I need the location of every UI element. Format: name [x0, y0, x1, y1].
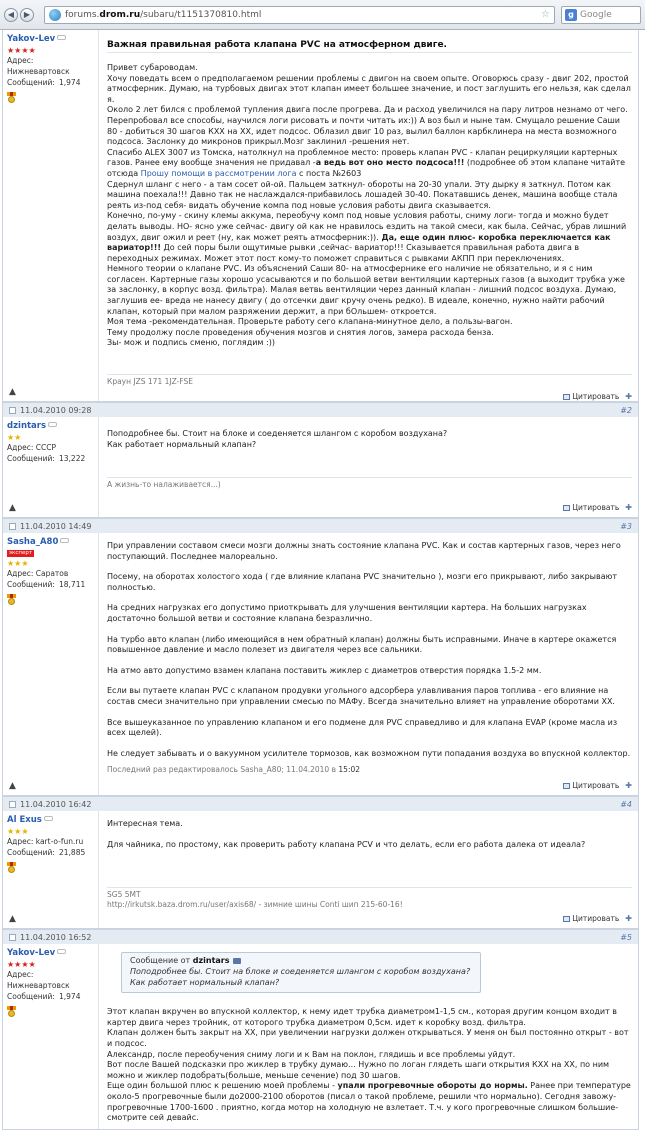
google-icon: g: [565, 9, 577, 21]
post-content: [99, 811, 638, 928]
user-info: [3, 417, 99, 517]
address-bar[interactable]: [44, 6, 555, 24]
medal-icon: [7, 1006, 16, 1017]
username-link[interactable]: dzintars: [7, 421, 94, 431]
rank-stars: ★★★★: [7, 960, 36, 969]
post-title: Важная правильная работа клапана PVC на атмосферном двиге.: [107, 40, 632, 53]
user-info: [3, 944, 99, 1129]
post-number-link[interactable]: #4: [620, 799, 632, 809]
user-address: Адрес: kart-o-fun.ru: [7, 837, 84, 846]
star-icon[interactable]: ☆: [541, 9, 550, 20]
quote-icon: [563, 916, 570, 922]
forward-icon[interactable]: ▶: [20, 8, 34, 22]
post-header: [3, 518, 638, 533]
post-content: [99, 533, 638, 795]
post-number-link[interactable]: #3: [620, 521, 632, 531]
quote-icon: [563, 505, 570, 511]
report-icon[interactable]: ▲: [9, 387, 16, 397]
rank-stars: ★★★: [7, 559, 29, 568]
user-info: [3, 811, 99, 928]
multiquote-icon[interactable]: ✚: [625, 503, 632, 512]
url-domain: drom.ru: [99, 9, 141, 20]
quote-button[interactable]: Цитировать: [563, 392, 619, 401]
user-messages: Сообщений: 13,222: [7, 454, 86, 463]
signature: А жизнь-то налаживается...): [107, 477, 632, 490]
user-messages: Сообщений: 21,885: [7, 848, 86, 857]
signature: Краун JZS 171 1JZ-FSE: [107, 374, 632, 387]
user-messages: Сообщений: 1,974: [7, 992, 81, 1001]
post-message: Этот клапан вкручен во впускной коллектор, к нему идет трубка диаметром1-1,5 см., которая другим концом входит в картер двига через тройник, от которого трубка диаметром 0,5см. идет к коробку возд. фильтра. Клапан должен быть закрыт на ХХ, при увеличении нагрузки должен открываться. У меня он был постоянно открыт - вот и подсос. Александр, после переобучения сниму логи и к Вам на поклон, глядишь и все проблемы уйдут. Вот после Вашей подсказки про жиклер в трубку думаю... Нужно по логан глядеть шаги открытия КХХ на ХХ, по ним можно и жиклер подобрать(больше, меньше сечение) под 30 шагов. Еще один большой плюс к решению моей проблемы - упали прогревочные обороты до нормы. Ранее при температуре около-5 прогревочные были до2000-2100 оборотов (писал о такой проблеме, решили что нормально). Сегодня завожу- прогревочные 1700-1600 . приятно, когда мотор на холодную не взлетает. Т.ч. у кого прогревочные слишком большие- смотрите сей девайс.: [107, 1007, 631, 1123]
globe-icon: [49, 9, 61, 21]
quote-button[interactable]: Цитировать: [563, 503, 619, 512]
signature-line-1: SG5 5MT: [107, 890, 141, 899]
report-icon[interactable]: ▲: [9, 914, 16, 924]
medal-icon: [7, 92, 16, 103]
post-message: Интересная тема. Для чайника, по простому, как проверить работу клапана PCV и что делать, если его работа далека от идеала?: [107, 819, 586, 849]
user-address: Адрес: Саратов: [7, 569, 69, 578]
user-address: Адрес: Нижневартовск: [7, 970, 70, 990]
username-link[interactable]: Yakov-Lev: [7, 948, 94, 958]
post-checkbox[interactable]: [9, 801, 16, 808]
quote-header: Сообщение от dzintars: [130, 956, 474, 965]
post-actions: [563, 390, 632, 403]
post-checkbox[interactable]: [9, 934, 16, 941]
thread: [0, 30, 645, 1130]
search-placeholder: Google: [580, 9, 612, 20]
post-content: [99, 944, 638, 1129]
back-icon[interactable]: ◀: [4, 8, 18, 22]
expert-badge: эксперт: [9, 550, 33, 556]
multiquote-icon[interactable]: ✚: [625, 392, 632, 401]
thread-link[interactable]: Прошу помощи в рассмотрении лога: [140, 168, 297, 178]
post-actions: [563, 912, 632, 925]
post-message: Привет субароводам. Хочу поведать всем о предполагаемом решении проблемы с двигон на своем опыте. Оговорюсь сразу - двиг 202, простой атмосферник. Думаю, на турбовых двигах этот клапан имеет большее значение, и пост заглушить его нельзя, как сделал я. Около 2 лет бился с проблемой тупления двига после прогрева. Да и расход увеличился на пару литров незнамо от чего. Перепробовал все способы, научился логи рисовать и почти читать их:)) А воз был и ныне там. Смущало решение Саши 80 - добиться 30 шагов КХХ на ХХ, идет подсос. Облазил двиг 10 раз, вылил баллон карбклинера на места возможного подсоса. Заслонку до микронов прикрыл.Мозг заклинил -решения нет. Спасибо ALEX 3007 из Томска, натолкнул на проблемное место: проверь клапан PVC - клапан рециркуляции картерных газов. Ранее ему вообще значения не придавал -а ведь вот оно место подсоса!!! (подробнее об этом клапане читайте отсюда Прошу помощи в рассмотрении лога с поста №2603 Сдернул шланг с него - а там сосет ой-ой. Пальцем заткнул- обороты на 20-30 упали. Эту дырку я заткнул. Потом как машина поехала!!! Давно так не наслаждался-прибавилось лошадей 30-40. Покатавшись денек, машина вообще стала реять из-под себя- видать обучение компа под новые условия работы двига сказывается. Конечно, по-уму - скину клемы аккума, переобучу комп под новые условия работы, сниму логи- тогда и можно будет делать выводы. НО- ясно уже сейчас- двигу ой как не нравилось ездить на такой смеси, как была. Сейчас, убрав лишний воздух, двиг ожил и реет (ну, как может реять атмосферник:)). Да, еще один плюс- коробка переключается как вариатор!!! До сей поры были ощутимые рывки ,сейчас- вариатор!!! Сказывается правильная работа двига в переходных режимах. Может этот пост кому-то поможет справиться с рывками АКПП при переключениях. Немного теории о клапане PVC. Из объяснений Саши 80- на атмосфернике его наличие не обязательно, и я с ним согласен. Картерные газы хорошо усасываются и по большой ветви вентиляции картерных газов (а выходит трубка уже за заслонку, в корпус возд. фильтра). Малая ветвь вентиляции через данный клапан - лишний подсос воздуха. Думаю, заглушив ее- вреда не нанесу двигу ( до отсечки двиг кручу очень редко). В идеале, конечно, нужно найти рабочий клапан, который при малом разряжении держит, а при бОльшем- откроется. Моя тема -рекомендательная. Проверьте работу сего клапана-минутное дело, а пользы-вагон. Тему продолжу после проведения обучения мозгов и снятия логов, замера расхода бенза. Зы- мож и подпись сменю, поглядим :)): [107, 63, 631, 348]
browser-toolbar: [0, 0, 645, 30]
post-number-link[interactable]: #2: [620, 405, 632, 415]
post-4: [2, 796, 639, 929]
multiquote-icon[interactable]: ✚: [625, 914, 632, 923]
rank-stars: ★★★★: [7, 46, 36, 55]
post-date: 11.04.2010 09:28: [20, 405, 92, 415]
user-messages: Сообщений: 18,711: [7, 580, 86, 589]
medal-icon: [7, 594, 16, 605]
quote-button[interactable]: Цитировать: [563, 914, 619, 923]
post-2: [2, 402, 639, 518]
url-path: /subaru/t1151370810.html: [140, 9, 262, 20]
offline-icon: [48, 422, 57, 427]
signature-link[interactable]: http://irkutsk.baza.drom.ru/user/axis68/ - зимние шины Conti шип 215-60-16!: [107, 900, 403, 909]
report-icon[interactable]: ▲: [9, 781, 16, 791]
user-messages: Сообщений: 1,974: [7, 78, 81, 87]
quote-icon: [563, 394, 570, 400]
post-message: Поподробнее бы. Стоит на блоке и соеденяется шлангом с коробом воздухана? Как работает нормальный клапан?: [107, 429, 448, 449]
post-actions: [563, 779, 632, 792]
signature: [107, 887, 632, 910]
quote-block: [121, 952, 481, 993]
post-date: 11.04.2010 16:52: [20, 932, 92, 942]
url-prefix: forums.: [65, 9, 100, 20]
report-icon[interactable]: ▲: [9, 503, 16, 513]
offline-icon: [44, 816, 53, 821]
post-number-link[interactable]: #5: [620, 932, 632, 942]
rank-stars: ★★★: [7, 827, 29, 836]
post-header: [3, 796, 638, 811]
username-link[interactable]: Al Exus: [7, 815, 94, 825]
offline-icon: [57, 949, 66, 954]
quote-button[interactable]: Цитировать: [563, 781, 619, 790]
post-content: [99, 30, 638, 401]
post-checkbox[interactable]: [9, 523, 16, 530]
search-input[interactable]: [561, 6, 641, 24]
post-header: [3, 929, 638, 944]
post-date: 11.04.2010 14:49: [20, 521, 92, 531]
user-address: Адрес: СССР: [7, 443, 56, 452]
user-info: [3, 30, 99, 401]
rank-stars: ★★: [7, 433, 22, 442]
edit-note: Последний раз редактировалось Sasha_A80; 11.04.2010 в 15:02: [107, 765, 361, 775]
post-checkbox[interactable]: [9, 407, 16, 414]
offline-icon: [57, 35, 66, 40]
post-actions: [563, 501, 632, 514]
user-address: Адрес: Нижневартовск: [7, 56, 70, 76]
view-post-icon[interactable]: [233, 958, 241, 964]
post-date: 11.04.2010 16:42: [20, 799, 92, 809]
username-link[interactable]: Yakov-Lev: [7, 34, 94, 44]
quote-text: Поподробнее бы. Стоит на блоке и соеденяется шлангом с коробом воздухана? Как работает нормальный клапан?: [130, 967, 471, 987]
medal-icon: [7, 862, 16, 873]
post-5: [2, 929, 639, 1130]
quote-icon: [563, 783, 570, 789]
offline-icon: [60, 538, 69, 543]
username-link[interactable]: Sasha_A80: [7, 537, 94, 547]
post-3: [2, 518, 639, 796]
post-content: [99, 417, 638, 517]
multiquote-icon[interactable]: ✚: [625, 781, 632, 790]
post-header: [3, 402, 638, 417]
user-info: [3, 533, 99, 795]
post-1: [2, 30, 639, 402]
post-message: При управлении составом смеси мозги должны знать состояние клапана PVC. Как и состав картерных газов, через него поступающий. Последнее малореально. Посему, на оборотах холостого хода ( где влияние клапана PVC значительно ), мозги его прикрывают, либо закрывают полностью. На средних нагрузках его допустимо приоткрывать для улучшения вентиляции картера. На больших нагрузках достаточно большой ветви и состояние клапана безразлично. На турбо авто клапан (либо имеющийся в нем обратный клапан) должны быть исправными. Иначе в картере окажется повышенное давление и масло полезет из двигателя через все сальники. На атмо авто допустимо взамен клапана поставить жиклер с диаметров отверстия порядка 1.5-2 мм. Если вы путаете клапан PVC с клапаном продувки угольного адсорбера улавливания паров топлива - его влияние на состав смеси значительно при управлении смесью по МАФу. Всегда значительно влияет на управление оборотами ХХ. Все вышеуказанное по управлению клапаном и его подмене для PVC справедливо и для клапана EVAP (кроме масла из всех щелей). Не следует забывать и о вакуумном усилителе тормозов, как возможном пути попадания воздуха во впускной коллектор.: [107, 541, 631, 758]
